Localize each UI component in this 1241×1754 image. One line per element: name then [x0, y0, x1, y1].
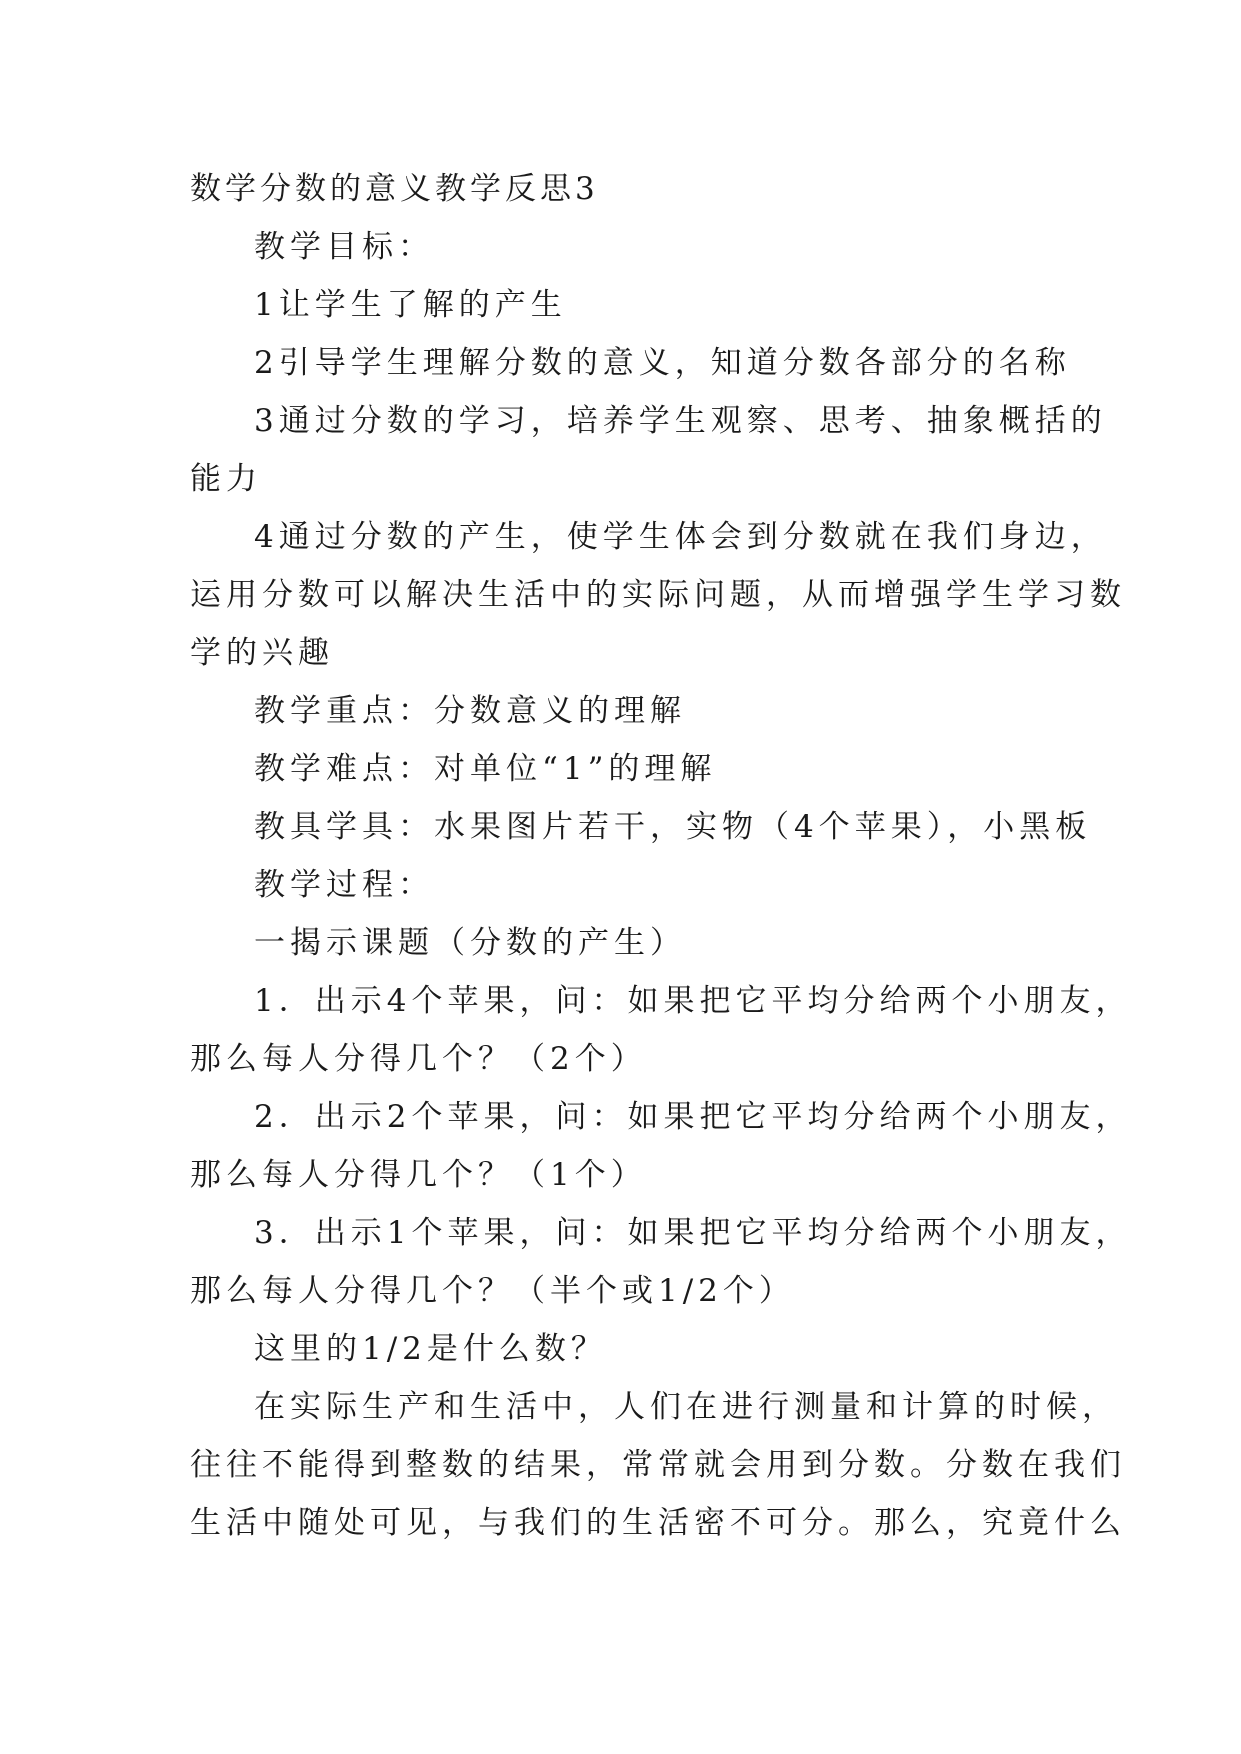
text-line-17: 那么每人分得几个？（1个）	[190, 1157, 647, 1193]
text-line-18: 3．出示1个苹果，问：如果把它平均分给两个小朋友，	[254, 1215, 1132, 1251]
text-line-12: 教学过程：	[254, 867, 434, 903]
text-line-1: 教学目标：	[254, 229, 434, 265]
text-line-22: 往往不能得到整数的结果，常常就会用到分数。分数在我们	[190, 1447, 1126, 1483]
text-line-10: 教学难点：对单位“1”的理解	[254, 751, 717, 787]
text-line-14: 1．出示4个苹果，问：如果把它平均分给两个小朋友，	[254, 983, 1132, 1019]
text-line-21: 在实际生产和生活中，人们在进行测量和计算的时候，	[254, 1389, 1118, 1425]
text-line-23: 生活中随处可见，与我们的生活密不可分。那么，究竟什么	[190, 1505, 1126, 1541]
text-line-16: 2．出示2个苹果，问：如果把它平均分给两个小朋友，	[254, 1099, 1132, 1135]
text-line-15: 那么每人分得几个？（2个）	[190, 1041, 647, 1077]
text-line-5: 能力	[190, 461, 262, 497]
text-line-2: 1让学生了解的产生	[254, 287, 567, 323]
text-line-3: 2引导学生理解分数的意义，知道分数各部分的名称	[254, 345, 1071, 381]
text-line-8: 学的兴趣	[190, 635, 334, 671]
text-line-4: 3通过分数的学习，培养学生观察、思考、抽象概括的	[254, 403, 1107, 439]
text-line-20: 这里的1/2是什么数？	[254, 1331, 607, 1367]
text-line-13: 一揭示课题（分数的产生）	[254, 925, 686, 961]
document-title: 数学分数的意义教学反思3	[190, 171, 599, 207]
text-line-9: 教学重点：分数意义的理解	[254, 693, 686, 729]
text-line-11: 教具学具：水果图片若干，实物（4个苹果），小黑板	[254, 809, 1092, 845]
text-line-7: 运用分数可以解决生活中的实际问题，从而增强学生学习数	[190, 577, 1126, 613]
document-page	[190, 160, 1132, 1552]
text-line-6: 4通过分数的产生，使学生体会到分数就在我们身边，	[254, 519, 1107, 555]
text-line-19: 那么每人分得几个？（半个或1/2个）	[190, 1273, 795, 1309]
